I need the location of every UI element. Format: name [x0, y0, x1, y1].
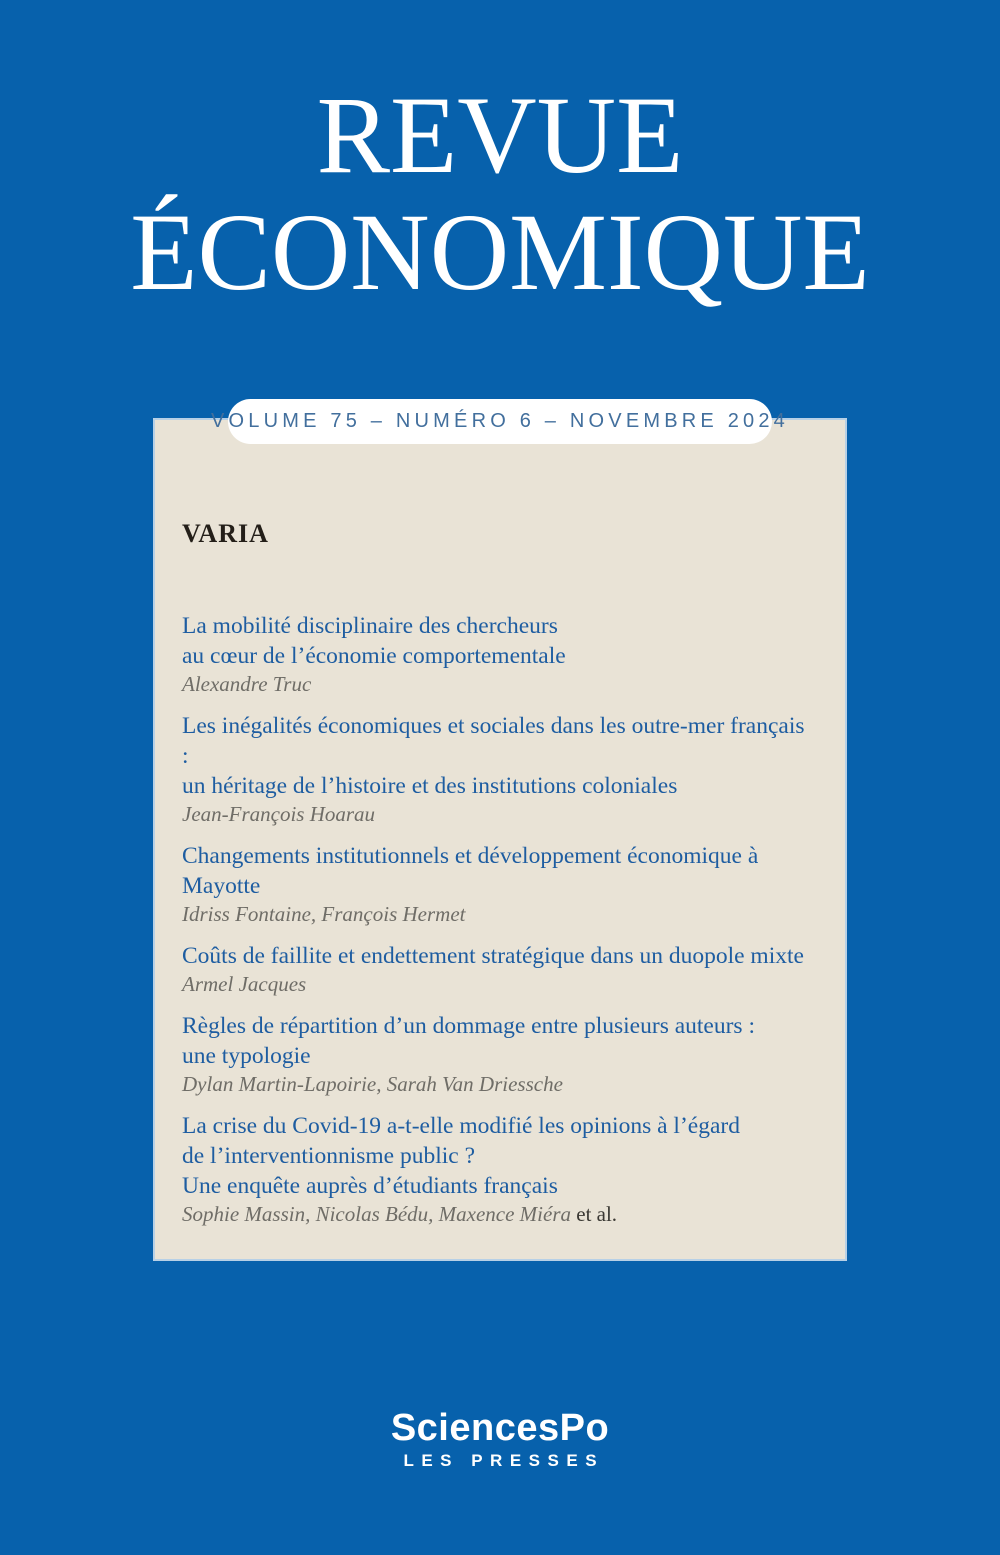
section-heading: VARIA — [182, 519, 269, 548]
article-author-names: Armel Jacques — [182, 972, 307, 996]
article-authors — [182, 673, 815, 696]
article-authors — [182, 973, 815, 996]
article-title: Les inégalités économiques et sociales dans les outre-mer français : un héritage de l’histoire et des institutions coloniales — [182, 713, 805, 799]
article-item — [182, 711, 815, 826]
journal-title — [0, 74, 1000, 313]
article-author-names: Alexandre Truc — [182, 672, 312, 696]
contents-panel — [153, 418, 847, 1261]
journal-title-line-1: REVUE — [316, 74, 684, 196]
article-authors — [182, 903, 815, 926]
article-authors — [182, 1073, 815, 1096]
contents-panel-content — [155, 420, 845, 1226]
article-list — [182, 611, 815, 1226]
article-item — [182, 1011, 815, 1096]
article-authors — [182, 1203, 815, 1226]
publisher-name: SciencesPo — [390, 1407, 610, 1449]
article-title: La crise du Covid-19 a-t-elle modifié les opinions à l’égard de l’interventionnisme public ? Une enquête auprès d’étudiants français — [182, 1113, 740, 1199]
article-author-names: Sophie Massin, Nicolas Bédu, Maxence Miéra — [182, 1202, 571, 1226]
publisher-imprint: LES PRESSES — [403, 1451, 605, 1470]
article-item — [182, 1111, 815, 1226]
article-item — [182, 941, 815, 996]
journal-title-line-2: ÉCONOMIQUE — [130, 191, 870, 313]
article-authors — [182, 803, 815, 826]
publisher-logo — [0, 1407, 1000, 1470]
issue-banner-text: VOLUME 75 – NUMÉRO 6 – NOVEMBRE 2024 — [210, 410, 790, 432]
article-author-suffix: et al. — [571, 1202, 618, 1226]
article-title: Changements institutionnels et développement économique à Mayotte — [182, 843, 759, 899]
article-author-names: Jean-François Hoarau — [182, 802, 376, 826]
article-author-names: Dylan Martin-Lapoirie, Sarah Van Driessche — [182, 1072, 563, 1096]
article-title: La mobilité disciplinaire des chercheurs au cœur de l’économie comportementale — [182, 613, 566, 669]
article-item — [182, 841, 815, 926]
issue-banner — [210, 399, 790, 444]
article-title: Règles de répartition d’un dommage entre plusieurs auteurs : une typologie — [182, 1013, 755, 1069]
article-title: Coûts de faillite et endettement stratégique dans un duopole mixte — [182, 943, 804, 969]
article-author-names: Idriss Fontaine, François Hermet — [182, 902, 466, 926]
article-item — [182, 611, 815, 696]
